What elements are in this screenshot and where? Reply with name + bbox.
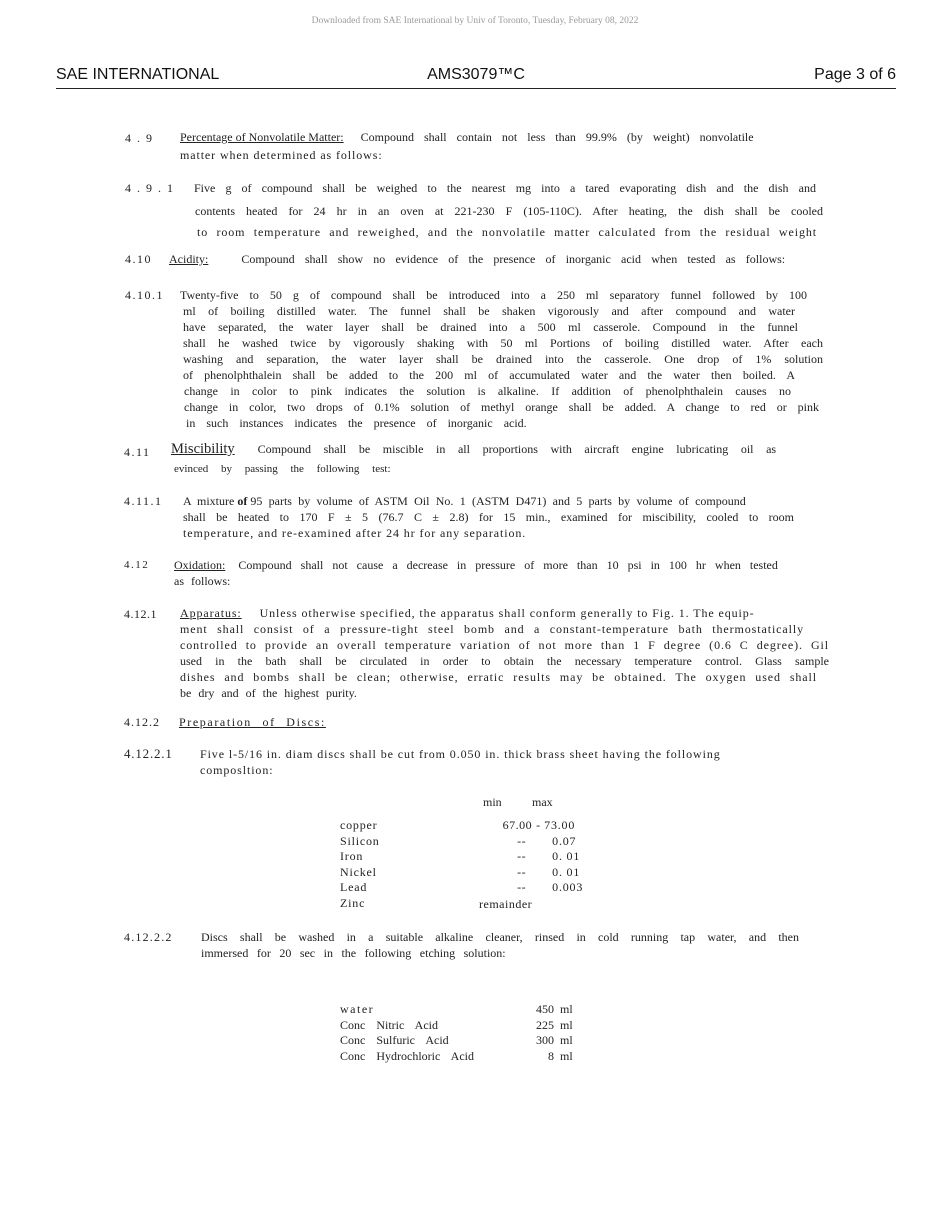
composition-row [340,849,592,865]
section-4-9-body: Compound shall contain not less than 99.9% (by weight) nonvolatile [360,130,754,144]
composition-max: 0.003 [552,880,584,895]
section-4-12-1-line-6: be dry and of the highest purity. [180,686,357,700]
composition-min: -- [517,833,527,848]
section-4-10-1-line-5: washing and separation, the water layer shall be drained into the casserole. One drop of 1% solution [183,352,823,366]
composition-row [340,880,592,896]
composition-max: 0. 01 [552,849,581,864]
section-4-12-1-body: Unless otherwise specified, the apparatus shall conform generally to Fig. 1. The equip- [259,606,755,620]
composition-element: Silicon [340,833,380,848]
section-4-12-1-line-3: controlled to provide an overall temperature variation of not more than 1 F degree (0.6 C degree). Gil [180,638,829,652]
etching-component: Conc Hydrochloric Acid [340,1048,474,1063]
composition-max [544,896,592,913]
etching-quantity: 300 [536,1033,554,1048]
composition-element: Lead [340,880,368,895]
section-4-10-1-line-1: Twenty-five to 50 g of compound shall be introduced into a 250 ml separatory funnel followed by 100 [180,288,807,302]
etching-row [340,1049,573,1065]
composition-row [340,865,592,881]
composition-min: -- [517,880,527,895]
section-number-4-11: 4.11 [124,445,151,459]
section-4-12-2-title: Preparation of Discs: [179,715,326,729]
section-4-11-1-text-c: 95 parts by volume of ASTM Oil No. 1 (ASTM D471) and 5 parts by volume of compound [250,494,746,508]
section-4-9-title: Percentage of Nonvolatile Matter: [180,130,344,144]
section-4-9-1-line-1: Five g of compound shall be weighed to the nearest mg into a tared evaporating dish and the dish and [194,181,816,195]
section-4-12-1-line-4: used in the bath shall be circulated in order to obtain the necessary temperature control. Glass sample [180,654,829,668]
page-header [56,66,896,89]
composition-dash [532,865,544,881]
section-number-4-9-1: 4 . 9 . 1 [125,181,175,195]
composition-dash [532,849,544,865]
section-4-12-2 [179,715,479,731]
etching-component: Conc Nitric Acid [340,1017,438,1032]
composition-max: 0. 01 [552,864,581,879]
section-4-11-1-text-a: A mixture [183,494,235,508]
composition-element: Zinc [340,895,366,910]
composition-min: remainder [479,896,533,911]
composition-min: -- [517,864,527,879]
section-4-12-title: Oxidation: [174,558,226,572]
download-watermark: Downloaded from SAE International by Univ of Toronto, Tuesday, February 08, 2022 [311,16,639,26]
section-4-10-1-line-3: have separated, the water layer shall be drained into a 500 ml casserole. Compound in the funnel [183,320,798,334]
etching-unit: ml [560,1017,573,1032]
section-4-11-title: Miscibility [171,441,235,457]
section-4-9-1-line-2: contents heated for 24 hr in an oven at 221-230 F (105-110C). After heating, the dish shall be cooled [195,204,823,218]
etching-row [340,1002,573,1018]
composition-max: 0.07 [552,833,577,848]
section-4-12-1-line-5: dishes and bombs shall be clean; otherwise, erratic results may be obtained. The oxygen used shall [180,670,817,684]
section-number-4-12-2-1: 4.12.2.1 [124,746,173,761]
section-4-10-1-line-4: shall he washed twice by vigorously shaking with 50 ml Portions of boiling distilled water. After each [183,336,823,350]
composition-table [340,818,592,913]
section-4-9-body-cont: matter when determined as follows: [180,148,383,162]
section-4-10 [169,252,814,268]
section-4-12-body: Compound shall not cause a decrease in pressure of more than 10 psi in 100 hr when tested [238,558,778,572]
section-4-12-1-line-1 [180,606,830,622]
section-4-10-1-line-6: of phenolphthalein shall be added to the 200 ml of accumulated water and the water then boiled. A [183,368,795,382]
section-4-11-body: Compound shall be miscible in all proportions with aircraft engine lubricating oil as [257,442,777,456]
composition-dash [532,880,544,896]
composition-row [340,834,592,850]
section-4-11-body-cont: evinced by passing the following test: [174,463,391,475]
section-4-10-body: Compound shall show no evidence of the presence of inorganic acid when tested as follows: [241,252,786,266]
composition-dash [532,896,544,913]
section-4-10-1-line-8: change in color, two drops of 0.1% solution of methyl orange shall be added. A change to red or pink [184,400,819,414]
section-4-9-1-line-3: to room temperature and reweighed, and the nonvolatile matter calculated from the residual weight [197,225,817,239]
composition-row [340,818,592,834]
section-4-11-1-line-2: shall be heated to 170 F ± 5 (76.7 C ± 2.8) for 15 min., examined for miscibility, cooled to room [183,510,794,524]
etching-component: water [340,1002,375,1016]
composition-min: 67.00 [502,818,533,832]
etching-component: Conc Sulfuric Acid [340,1033,449,1048]
composition-element: Nickel [340,864,377,879]
section-4-12-body-cont: as follows: [174,574,231,588]
section-4-11-1-text-b: of [237,494,248,508]
composition-min: -- [517,849,527,864]
section-number-4-10-1: 4.10.1 [125,288,164,302]
etching-unit: ml [560,1002,573,1016]
section-4-9 [180,130,820,146]
composition-col-max: max [532,795,553,809]
section-number-4-12-2: 4.12.2 [124,715,160,729]
composition-element: copper [340,818,378,832]
section-4-12-1-line-2: ment shall consist of a pressure-tight steel bomb and a constant-temperature bath thermostatically [180,622,804,636]
organization-name: SAE INTERNATIONAL [56,66,220,83]
section-number-4-12-2-2: 4.12.2.2 [124,930,173,944]
etching-quantity: 225 [536,1017,554,1032]
section-number-4-10: 4.10 [125,252,152,266]
etching-solution-table [340,1002,573,1064]
document-id: AMS3079™C [427,66,525,83]
etching-quantity: 8 [548,1048,554,1063]
composition-row [340,896,592,913]
section-4-10-1-line-2: ml of boiling distilled water. The funnel shall be shaken vigorously and after compound and water [183,304,795,318]
section-number-4-12-1: 4.12.1 [124,607,157,621]
composition-dash: - [536,818,541,832]
section-number-4-9: 4 . 9 [125,131,154,145]
section-4-12-2-2-line-1: Discs shall be washed in a suitable alkaline cleaner, rinsed in cold running tap water, and then [201,930,799,944]
etching-row [340,1018,573,1034]
page-number: Page 3 of 6 [814,66,896,83]
section-4-12-2-1-line-2: composltion: [200,763,274,777]
section-4-12 [174,558,814,574]
section-4-10-title: Acidity: [169,252,209,266]
composition-element: Iron [340,849,364,864]
section-4-11-1-line-3: temperature, and re-examined after 24 hr for any separation. [183,526,527,540]
section-4-12-2-1-line-1: Five l-5/16 in. diam discs shall be cut from 0.050 in. thick brass sheet having the following [200,747,721,761]
section-4-12-1-title: Apparatus: [180,606,242,620]
section-4-11-1-line-1 [183,494,804,510]
section-4-10-1-line-7: change in color to pink indicates the solution is alkaline. If addition of phenolphthalein causes no [184,384,791,398]
etching-unit: ml [560,1033,573,1048]
etching-unit: ml [560,1048,573,1063]
etching-quantity: 450 [536,1002,554,1016]
composition-max: 73.00 [544,818,576,832]
section-4-12-2-2-line-2: immersed for 20 sec in the following etching solution: [201,946,506,960]
composition-col-min: min [483,795,502,809]
composition-dash [532,834,544,850]
etching-row [340,1033,573,1049]
section-number-4-12: 4.12 [124,559,150,571]
section-4-11 [171,442,791,458]
section-number-4-11-1: 4.11.1 [124,494,163,508]
section-4-10-1-line-9: in such instances indicates the presence of inorganic acid. [186,416,527,430]
